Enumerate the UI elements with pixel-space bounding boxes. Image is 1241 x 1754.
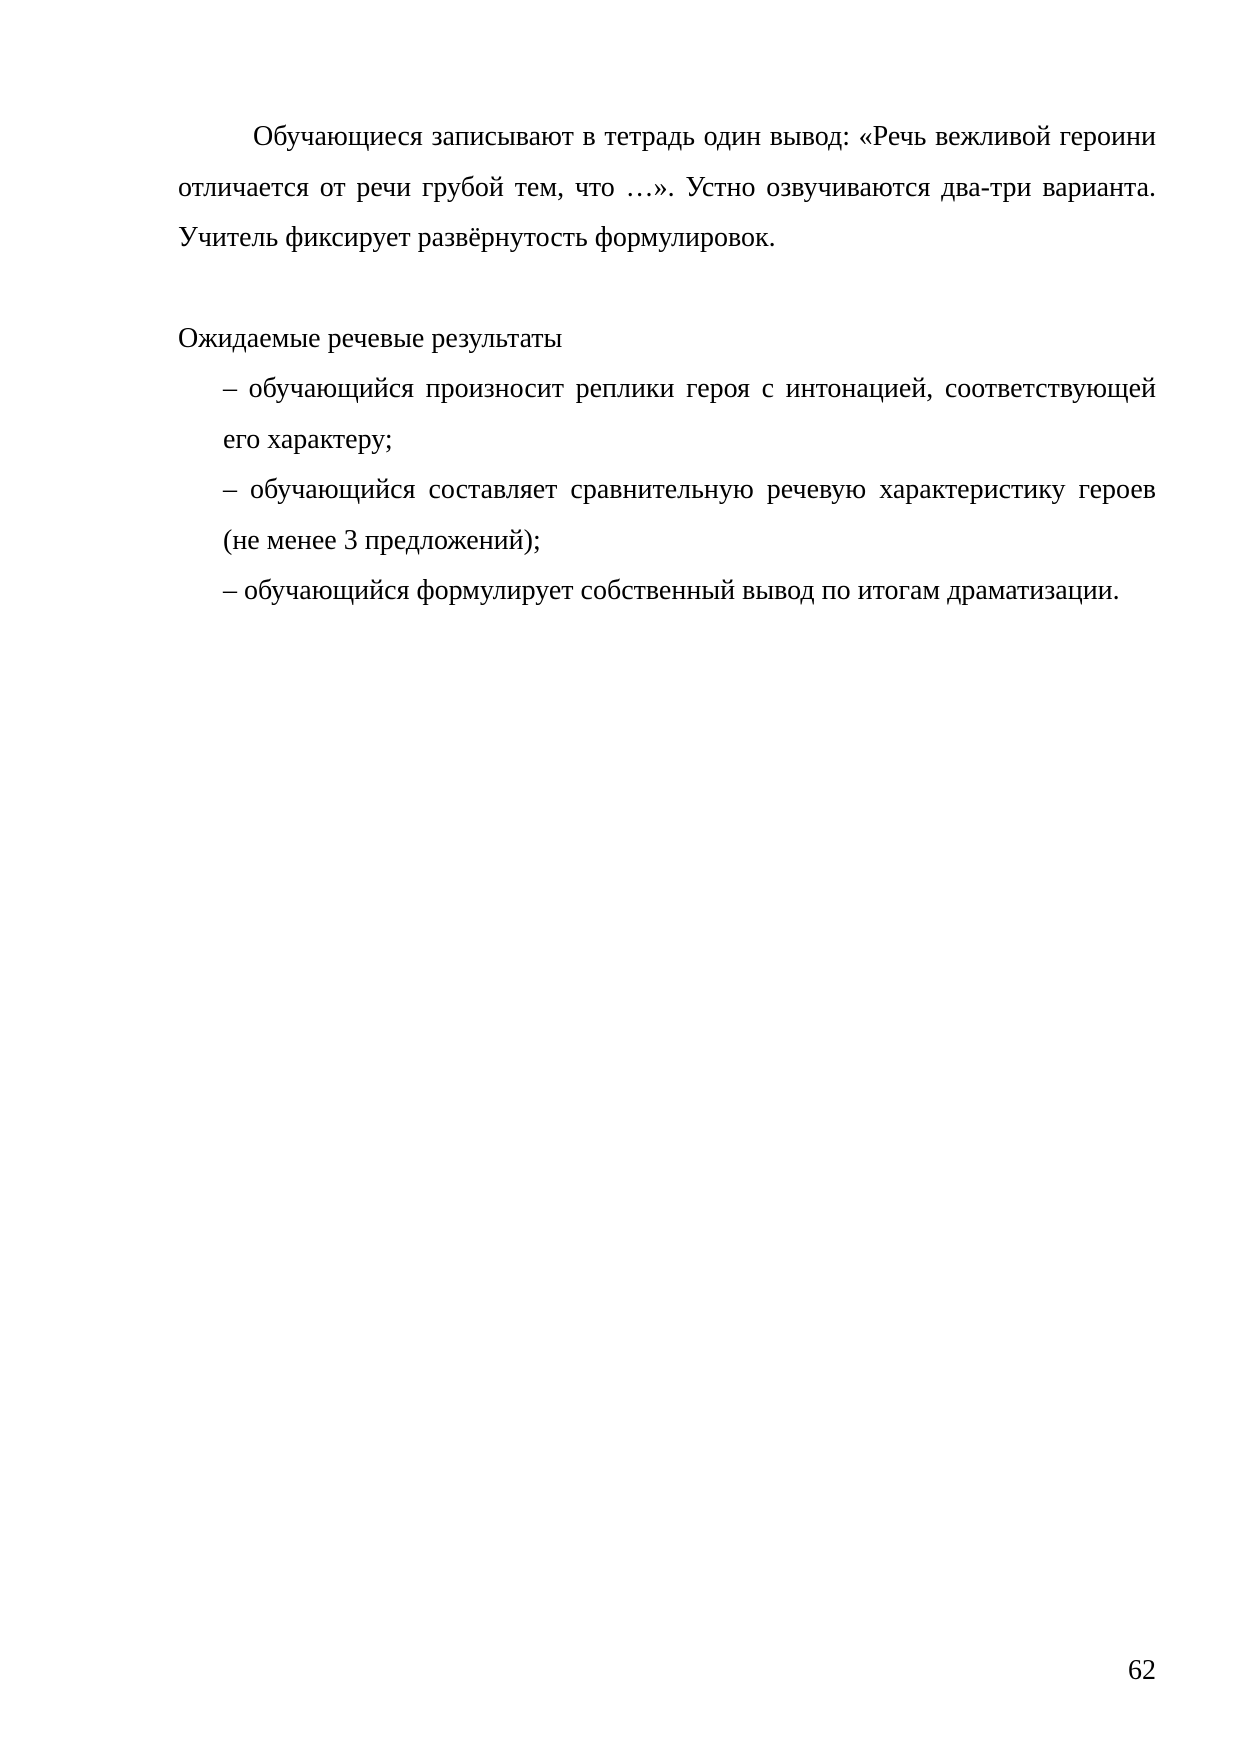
results-heading: Ожидаемые речевые результаты xyxy=(178,323,563,354)
list-item: – обучающийся произносит реплики героя с интонацией, соответствующей его характеру; xyxy=(223,373,1156,455)
list-item: – обучающийся составляет сравнительную речевую характеристику героев (не менее 3 предложений); xyxy=(223,474,1156,556)
intro-paragraph: Обучающиеся записывают в тетрадь один вывод: «Речь вежливой героини отличается от речи грубой тем, что …». Устно озвучиваются два-три варианта. Учитель фиксирует развёрнутость формулировок. xyxy=(178,121,1156,253)
page-number: 62 xyxy=(1128,1655,1156,1686)
list-item: – обучающийся формулирует собственный вывод по итогам драматизации. xyxy=(223,575,1120,606)
results-list xyxy=(223,364,1156,617)
